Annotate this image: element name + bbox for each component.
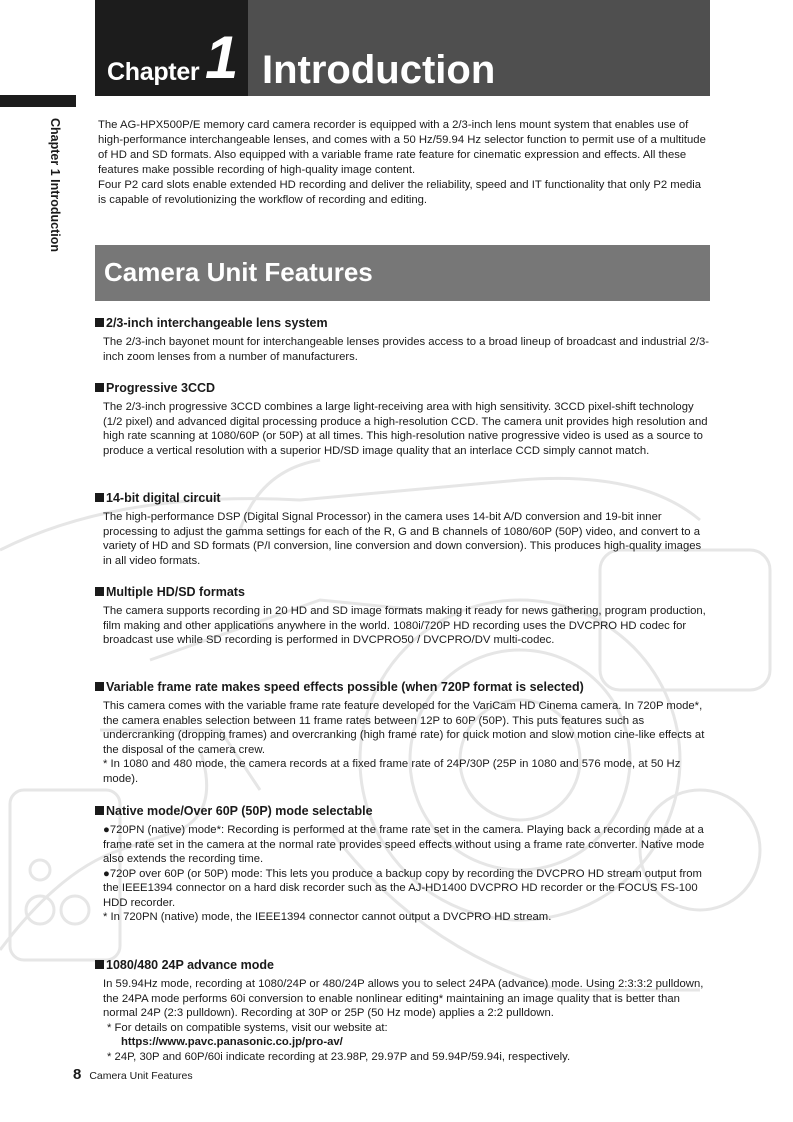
- square-bullet-icon: [95, 960, 104, 969]
- feature-heading: Multiple HD/SD formats: [95, 584, 710, 600]
- feature-body: In 59.94Hz mode, recording at 1080/24P or 480/24P allows you to select 24PA (advance) mode. Using 2:3:3:2 pulldown, the 24PA mode performs 60i conversion to enable nonlinear editing* maintaining an image quality that is better than normal 24P (2:3 pulldown). Recording at 30P or 25P (50 Hz mode) applies a 2:2 pulldown.: [103, 978, 704, 1019]
- square-bullet-icon: [95, 587, 104, 596]
- feature-multiple-formats: [95, 584, 710, 648]
- feature-body: The 2/3-inch progressive 3CCD combines a large light-receiving area with high sensitivity. 3CCD pixel-shift technology (1/2 pixel) and advanced digital processing produce a high-resolution CCD. The camera unit provides high resolution and high rate scanning at 1080/60P (or 50P) at all times. This high-resolution native progressive video is used as a source to produce a vertical resolution with a superior HD/SD image quality that an interlace CCD simply cannot match.: [103, 401, 708, 457]
- feature-body: The high-performance DSP (Digital Signal Processor) in the camera uses 14-bit A/D conversion and 19-bit inner processing to adjust the gamma settings for each of the R, G and B channels of 1080/60P (50P) video, and convert to a variety of HD and SD formats (P/I conversion, line conversion and down conversion). This produces high-quality images in all video formats.: [103, 511, 702, 567]
- feature-variable-frame-rate: [95, 679, 710, 786]
- intro-paragraph: [98, 118, 710, 208]
- page-title: Introduction: [262, 48, 496, 92]
- square-bullet-icon: [95, 383, 104, 392]
- feature-body: This camera comes with the variable frame rate feature developed for the VariCam HD Cinema camera. In 720P mode*, the camera enables selection between 11 frame rates between 12P to 60P (50P). This puts features such as undercranking (dropping frames) and overcranking (high frame rate) for quick motion and slow motion cine-like effects at the disposal of the camera crew.: [103, 700, 705, 756]
- feature-heading: 1080/480 24P advance mode: [95, 957, 710, 973]
- feature-24p-advance: [95, 957, 710, 1064]
- square-bullet-icon: [95, 318, 104, 327]
- feature-progressive-3ccd: [95, 380, 710, 458]
- feature-note: * In 720PN (native) mode, the IEEE1394 connector cannot output a DVCPRO HD stream.: [103, 911, 552, 923]
- feature-heading: 2/3-inch interchangeable lens system: [95, 315, 710, 331]
- page-footer: [73, 1066, 193, 1083]
- page-number: 8: [73, 1066, 82, 1083]
- feature-body: The camera supports recording in 20 HD and SD image formats making it ready for news gathering, program production, film making and other applications anywhere in the world. 1080i/720P HD recording uses the DVCPRO HD codec for broadcast use while SD recording is performed in DVCPRO50 / DVCPRO/DV multi-codec.: [103, 605, 706, 646]
- feature-heading: Variable frame rate makes speed effects possible (when 720P format is selected): [95, 679, 710, 695]
- intro-text-1: The AG-HPX500P/E memory card camera recorder is equipped with a 2/3-inch lens mount system that enables use of high-performance interchangeable lenses, and comes with a 50 Hz/59.94 Hz selector function to permit use of a multitude of HD and SD formats. Also equipped with a variable frame rate feature for cinematic expression and effects. All these features make possible recording of high-quality image content.: [98, 119, 706, 176]
- feature-native-mode: [95, 803, 710, 925]
- feature-lens-system: [95, 315, 710, 364]
- footer-section-label: Camera Unit Features: [89, 1070, 193, 1082]
- feature-bullet-1: ●720PN (native) mode*: Recording is performed at the frame rate set in the camera. Playing back a recording made at a frame rate set in the camera at the normal rate provides speed effects without using a frame rate converter. Native mode also extends the recording time.: [103, 824, 705, 865]
- feature-note-2: * 24P, 30P and 60P/60i indicate recording at 23.98P, 29.97P and 59.94P/59.94i, respectively.: [107, 1050, 571, 1063]
- feature-heading: 14-bit digital circuit: [95, 490, 710, 506]
- website-link[interactable]: https://www.pavc.panasonic.co.jp/pro-av/: [121, 1036, 343, 1048]
- side-chapter-label: Chapter 1 Introduction: [48, 118, 62, 253]
- chapter-number: 1: [205, 24, 239, 91]
- feature-note: * In 1080 and 480 mode, the camera records at a fixed frame rate of 24P/30P (25P in 1080 and 576 mode, at 50 Hz mode).: [103, 758, 681, 785]
- intro-text-2: Four P2 card slots enable extended HD recording and deliver the reliability, speed and IT functionality that only P2 media is capable of revolutionizing the workflow of recording and editing.: [98, 179, 702, 206]
- feature-note: * For details on compatible systems, visit our website at:: [107, 1021, 388, 1034]
- square-bullet-icon: [95, 493, 104, 502]
- feature-body: The 2/3-inch bayonet mount for interchangeable lenses provides access to a broad lineup of broadcast and industrial 2/3-inch zoom lenses from a number of manufacturers.: [103, 336, 710, 363]
- feature-bullet-2: ●720P over 60P (or 50P) mode: This lets you produce a backup copy by recording the DVCPRO HD stream output from the IEEE1394 connector on a hard disk recorder such as the AJ-HD1400 DVCPRO HD recorder or the FOCUS FS-100 HDD recorder.: [103, 867, 702, 909]
- section-title: Camera Unit Features: [104, 257, 373, 287]
- side-tab-bar: [0, 95, 76, 107]
- feature-heading: Progressive 3CCD: [95, 380, 710, 396]
- feature-heading: Native mode/Over 60P (50P) mode selectable: [95, 803, 710, 819]
- square-bullet-icon: [95, 682, 104, 691]
- feature-14bit-circuit: [95, 490, 710, 568]
- square-bullet-icon: [95, 806, 104, 815]
- chapter-word: Chapter: [107, 58, 200, 86]
